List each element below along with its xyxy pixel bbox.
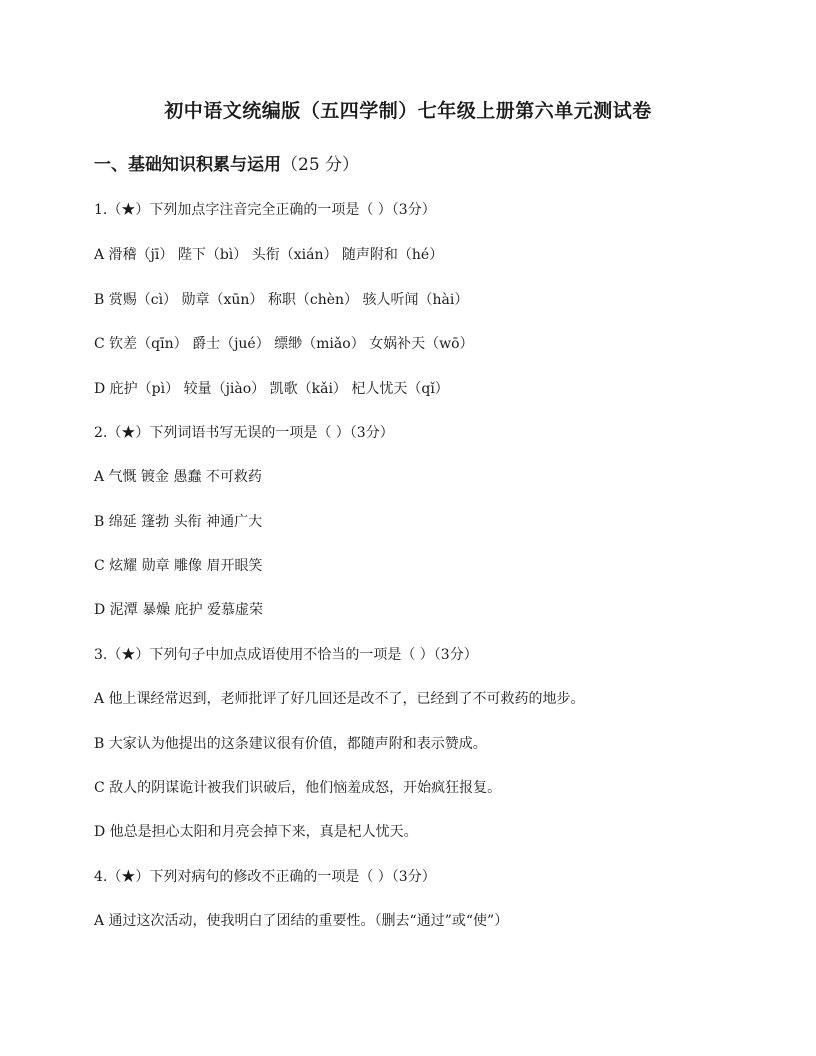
question-1-stem: 1.（★）下列加点字注音完全正确的一项是（ ）（3分） xyxy=(94,202,436,218)
section-heading xyxy=(94,150,359,175)
section-heading-text: 一、基础知识积累与运用 xyxy=(94,155,281,175)
question-2-option-a: A 气慨 镀金 愚蠢 不可救药 xyxy=(94,469,262,485)
question-4-option-a: A 通过这次活动，使我明白了团结的重要性。（删去“通过”或“使”） xyxy=(94,913,509,929)
question-2-option-c: C 炫耀 勋章 雕像 眉开眼笑 xyxy=(94,558,263,574)
question-4-stem: 4.（★）下列对病句的修改不正确的一项是（ ）（3分） xyxy=(94,869,436,885)
question-3-option-d: D 他总是担心太阳和月亮会掉下来，真是杞人忧天。 xyxy=(94,824,418,840)
question-1-option-b: B 赏赐（cì） 勋章（xūn） 称职（chèn） 骇人听闻（hài） xyxy=(94,292,469,308)
question-1-option-d: D 庇护（pì） 较量（jiào） 凯歌（kǎi） 杞人忧天（qǐ） xyxy=(94,381,449,397)
section-score: （25 分） xyxy=(281,155,360,175)
question-2-option-d: D 泥潭 暴燥 庇护 爱慕虚荣 xyxy=(94,602,264,618)
question-3-stem: 3.（★）下列句子中加点成语使用不恰当的一项是（ ）（3分） xyxy=(94,647,478,663)
question-2-option-b: B 绵延 篷勃 头衔 神通广大 xyxy=(94,514,263,530)
question-3-option-a: A 他上课经常迟到，老师批评了好几回还是改不了，已经到了不可救药的地步。 xyxy=(94,691,585,707)
question-1-option-a: A 滑稽（jī） 陛下（bì） 头衔（xián） 随声附和（hé） xyxy=(94,247,444,263)
question-2-stem: 2.（★）下列词语书写无误的一项是（ ）（3分） xyxy=(94,425,394,441)
question-1-option-c: C 钦差（qīn） 爵士（jué） 缥缈（miǎo） 女娲补天（wō） xyxy=(94,336,474,352)
question-3-option-b: B 大家认为他提出的这条建议很有价值，都随声附和表示赞成。 xyxy=(94,736,487,752)
question-3-option-c: C 敌人的阴谋诡计被我们识破后，他们恼羞成怒，开始疯狂报复。 xyxy=(94,780,502,796)
document-title: 初中语文统编版（五四学制）七年级上册第六单元测试卷 xyxy=(164,100,652,122)
